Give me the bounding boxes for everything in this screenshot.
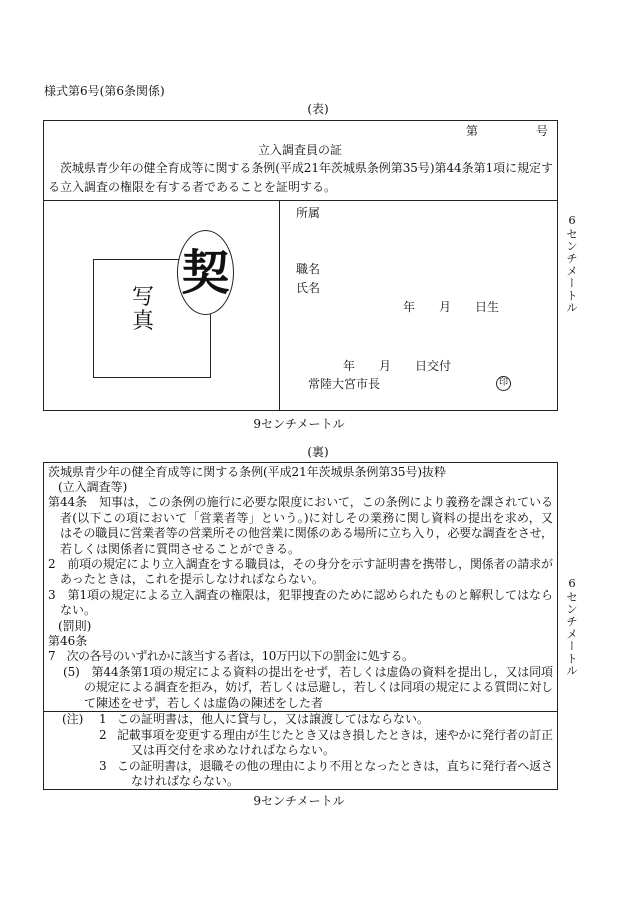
article-46-subitem-line: て陳述をせず，若しくは虚偽の陳述をした者: [84, 695, 324, 710]
note-line: なければならない。: [131, 774, 240, 788]
tally-seal-stamp: [177, 230, 234, 315]
certificate-number-prefix: 第: [466, 123, 479, 138]
note-line: 記載事項を変更する理由が生じたとき又はき損したときは，速やかに発行者の訂正: [117, 727, 553, 742]
card-width-note: 9センチメートル: [253, 793, 345, 808]
form-number-label: 様式第6号(第6条関係): [44, 83, 165, 98]
article-44-paragraph-3-line: ない。: [60, 603, 97, 617]
article-46-heading: 第46条: [48, 634, 88, 648]
card-width-note: 9センチメートル: [253, 416, 345, 431]
issue-date-line: 年 月 日交付: [343, 358, 452, 373]
article-44-paragraph-2-line: 2 前項の規定により立入調査をする職員は，その身分を示す証明書を携帯し，関係者の請求が: [48, 557, 553, 571]
photo-label-char: 写: [131, 285, 154, 310]
affiliation-label: 所属: [296, 205, 321, 220]
job-title-label: 職名: [296, 261, 321, 276]
article-44-paragraph-3-line: 3 第1項の規定による立入調査の権限は，犯罪捜査のために認められたものと解釈してはなら: [48, 588, 553, 602]
notes-label: (注): [62, 712, 84, 726]
issuer-seal-mark: 印: [496, 376, 511, 391]
article-44-line: 第44条 知事は，この条例の施行に必要な限度において，この条例により義務を課されている: [48, 495, 553, 509]
photo-label-char: 真: [131, 309, 154, 334]
back-side-label: (裏): [307, 444, 329, 459]
front-card-divider: [43, 200, 558, 201]
certificate-statement-line: る立入調査の権限を有する者であることを証明する。: [48, 179, 337, 194]
article-46-subitem-line: の規定による調査を拒み，妨げ，若しくは忌避し，若しくは同項の規定による質問に対し: [84, 680, 553, 694]
tally-seal-character: 契: [181, 244, 230, 301]
certificate-title: 立入調査員の証: [257, 142, 342, 157]
card-height-note: 6センチメートル: [565, 213, 579, 314]
section-heading: (立入調査等): [58, 480, 128, 494]
name-label: 氏名: [296, 280, 321, 295]
article-44-line: 若しくは関係者に質問させることができる。: [60, 541, 301, 556]
note-number: 2: [99, 727, 107, 742]
note-line: 又は再交付を求めなければならない。: [131, 743, 336, 757]
note-line: この証明書は，退職その他の理由により不用となったときは，直ちに発行者へ返さ: [117, 758, 553, 773]
article-44-paragraph-2-line: あったときは，これを提示しなければならない。: [60, 572, 324, 586]
section-heading: (罰則): [58, 618, 92, 633]
front-card-column-divider: [279, 200, 280, 411]
note-number: 1: [99, 712, 107, 726]
front-side-label: (表): [307, 101, 329, 116]
birth-date-line: 年 月 日生: [403, 299, 500, 314]
certificate-number-suffix: 号: [536, 123, 549, 138]
certificate-statement-line: 茨城県青少年の健全育成等に関する条例(平成21年茨城県条例第35号)第44条第1項に規定す: [48, 160, 553, 175]
note-line: この証明書は，他人に貸与し，又は譲渡してはならない。: [117, 712, 430, 726]
issuer-name: 常陸大宮市長: [308, 376, 381, 391]
excerpt-title: 茨城県青少年の健全育成等に関する条例(平成21年茨城県条例第35号)抜粋: [48, 464, 446, 479]
note-number: 3: [99, 758, 107, 773]
article-46-item: 7 次の各号のいずれかに該当する者は，10万円以下の罰金に処する。: [48, 649, 414, 663]
card-height-note: 6センチメートル: [565, 576, 579, 677]
article-46-subitem-line: (5) 第44条第1項の規定による資料の提出をせず，若しくは虚偽の資料を提出し，又は同項: [63, 665, 553, 679]
article-44-line: はその職員に営業者等の営業所その他営業に関係のある場所に立ち入り，必要な調査をさせ，: [60, 526, 553, 540]
article-44-line: 者(以下この項において「営業者等」という。)に対しその業務に関し資料の提出を求め，又: [60, 511, 554, 525]
